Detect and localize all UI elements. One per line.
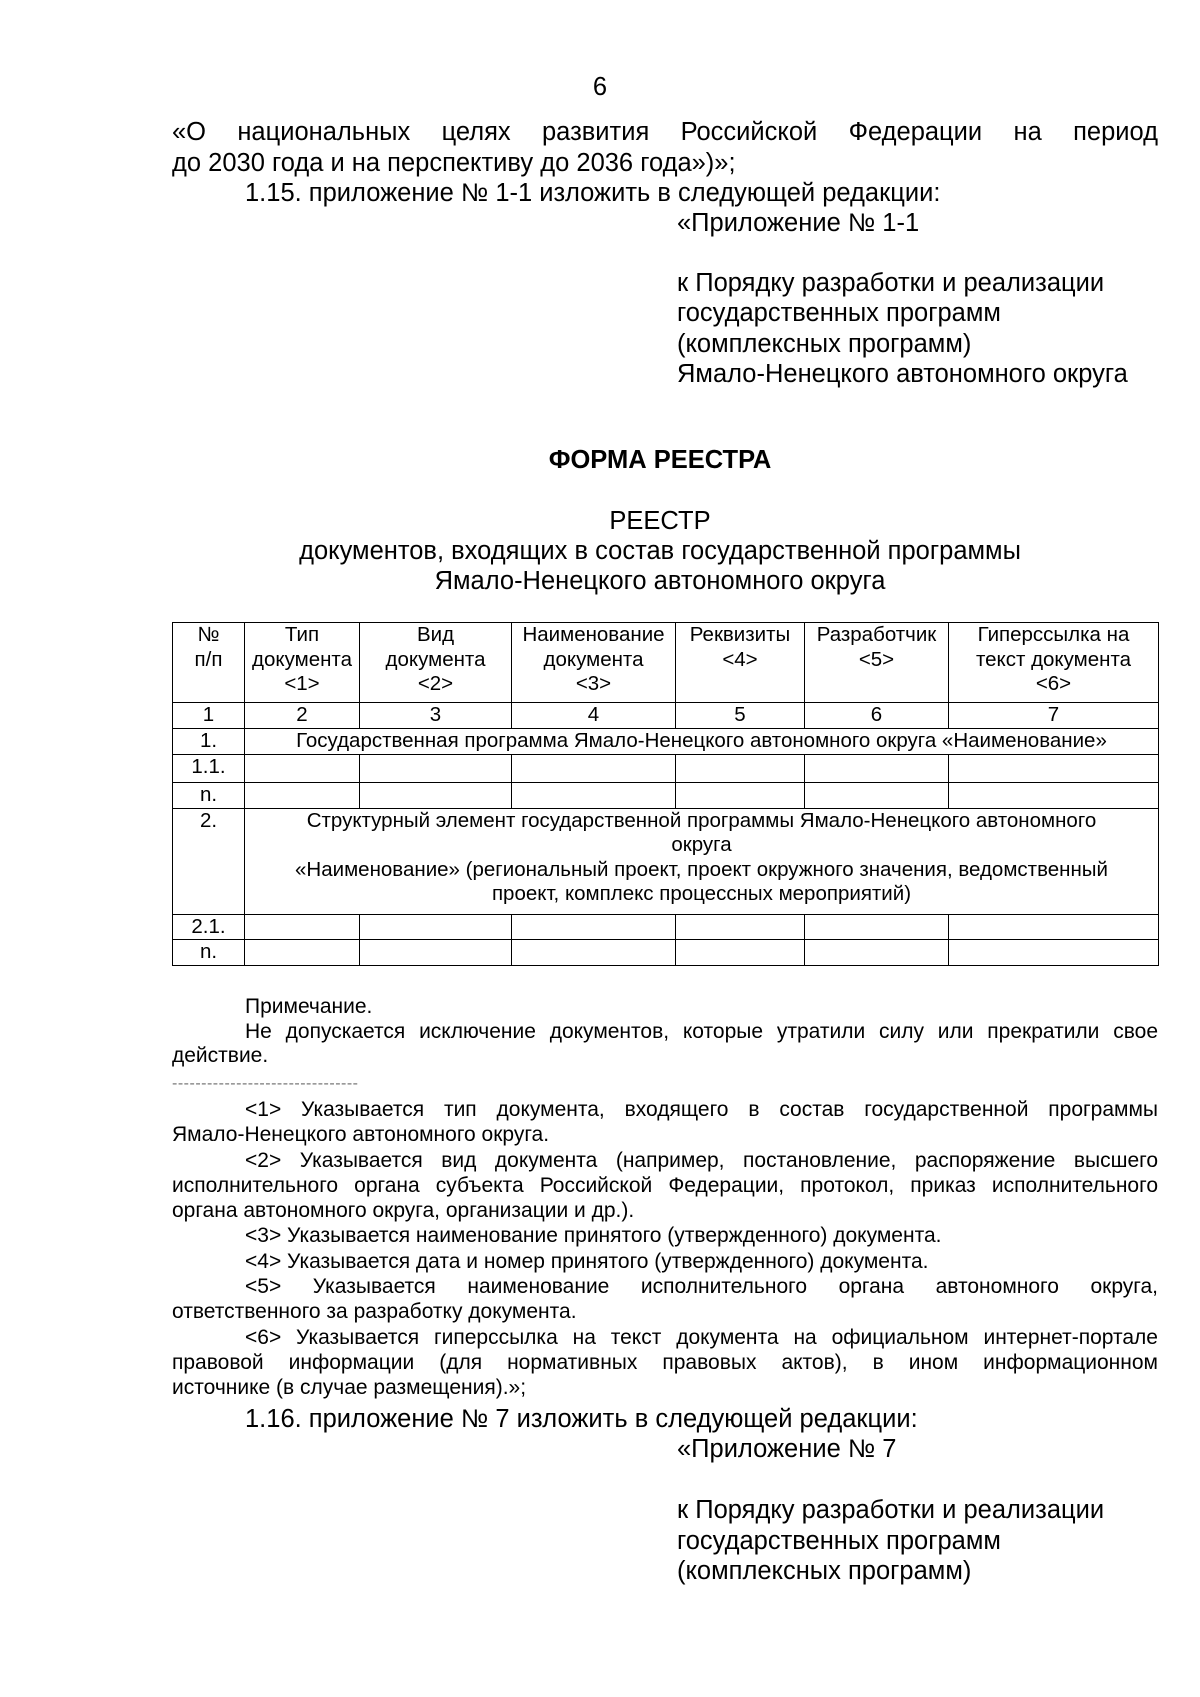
footnote-2: <2> Указывается вид документа (например, постановление, распоряжение высшего — [245, 1148, 1158, 1172]
page-number: 6 — [592, 73, 608, 101]
subtitle-line: к Порядку разработки и реализации — [677, 1496, 1105, 1524]
header-cell: Наименование документа <3> — [512, 623, 676, 703]
note-label: Примечание. — [245, 995, 373, 1018]
table-cell — [949, 914, 1159, 940]
appendix-1-1-subtitle — [677, 268, 1128, 389]
table-cell — [805, 754, 949, 782]
table-cell — [360, 940, 512, 966]
footnote-5: <5> Указывается наименование исполнительного органа автономного округа, — [245, 1275, 1158, 1299]
intro-paragraph — [172, 117, 1158, 209]
table-cell — [949, 754, 1159, 782]
intro-line: до 2030 года и на перспективу до 2036 года»)»; — [172, 148, 736, 177]
table-cell — [805, 940, 949, 966]
footnote-6-cont: источнике (в случае размещения).»; — [172, 1376, 527, 1400]
item-1-16: 1.16. приложение № 7 изложить в следующей редакции: — [245, 1405, 918, 1433]
table-cell — [245, 914, 360, 940]
registry-title: РЕЕСТР — [609, 507, 711, 535]
table-row — [173, 782, 1159, 808]
column-number: 5 — [676, 703, 805, 729]
subtitle-line: к Порядку разработки и реализации — [677, 269, 1105, 297]
footnotes — [172, 1097, 1158, 1401]
footnote-3: <3> Указывается наименование принятого (утвержденного) документа. — [245, 1224, 942, 1248]
form-title: ФОРМА РЕЕСТРА — [548, 446, 772, 474]
appendix-7-title: «Приложение № 7 — [677, 1435, 897, 1463]
section-title: Структурный элемент государственной программы Ямало-Ненецкого автономного округа «Наименование» (региональный проект, проект окружного значения, ведомственный проект, комплекс процессных мероприятий) — [245, 808, 1159, 914]
table-cell — [512, 940, 676, 966]
row-number: 2. — [173, 808, 245, 914]
subtitle-line: (комплексных программ) — [677, 1557, 972, 1585]
table-cell — [245, 754, 360, 782]
footnote-2-cont: органа автономного округа, организации и др.). — [172, 1199, 635, 1223]
header-cell: № п/п — [173, 623, 245, 703]
table-cell — [676, 940, 805, 966]
footnote-6-cont: правовой информации (для нормативных правовых актов), в ином информационном — [172, 1350, 1158, 1374]
table-cell — [512, 914, 676, 940]
table-cell — [512, 754, 676, 782]
footnote-separator: -------------------------------- — [172, 1075, 359, 1092]
table-cell — [512, 782, 676, 808]
table-cell — [805, 914, 949, 940]
footnote-1: <1> Указывается тип документа, входящего в состав государственной программы — [245, 1098, 1158, 1121]
section-title: Государственная программа Ямало-Ненецкого автономного округа «Наименование» — [245, 728, 1159, 754]
header-cell: Разработчик <5> — [805, 623, 949, 703]
note-line: Не допускается исключение документов, которые утратили силу или прекратили свое — [245, 1019, 1158, 1043]
table-row — [173, 940, 1159, 966]
column-number: 3 — [360, 703, 512, 729]
intro-line: «О национальных целях развития Российской Федерации на период — [172, 118, 1158, 146]
footnote-2-cont: исполнительного органа субъекта Российской Федерации, протокол, приказ исполнительного — [172, 1173, 1158, 1197]
table-cell — [360, 754, 512, 782]
row-number: 1.1. — [173, 754, 245, 782]
row-number: n. — [173, 940, 245, 966]
footnote-4: <4> Указывается дата и номер принятого (утвержденного) документа. — [245, 1249, 929, 1273]
registry-subtitle-line: Ямало-Ненецкого автономного округа — [434, 567, 886, 595]
table-cell — [360, 914, 512, 940]
table-cell — [245, 940, 360, 966]
table-cell — [676, 754, 805, 782]
appendix-1-1-title: «Приложение № 1-1 — [677, 209, 920, 237]
table-cell — [949, 782, 1159, 808]
table-cell — [676, 782, 805, 808]
registry-subtitle-line: документов, входящих в состав государственной программы — [299, 537, 1021, 565]
header-cell: Тип документа <1> — [245, 623, 360, 703]
subtitle-line: государственных программ — [677, 299, 1001, 328]
section-row — [173, 728, 1159, 754]
row-number: 2.1. — [173, 914, 245, 940]
table-cell — [360, 782, 512, 808]
table-cell — [805, 782, 949, 808]
table-row — [173, 754, 1159, 782]
note-line: действие. — [172, 1044, 269, 1067]
table-cell — [676, 914, 805, 940]
subtitle-line: государственных программ — [677, 1526, 1001, 1555]
column-number: 4 — [512, 703, 676, 729]
table-row — [173, 914, 1159, 940]
column-number-row — [173, 703, 1159, 729]
footnote-1-cont: Ямало-Ненецкого автономного округа. — [172, 1123, 550, 1147]
header-cell: Вид документа <2> — [360, 623, 512, 703]
column-number: 7 — [949, 703, 1159, 729]
registry-table — [172, 622, 1159, 966]
row-number: 1. — [173, 728, 245, 754]
footnote-6: <6> Указывается гиперссылка на текст документа на официальном интернет-портале — [245, 1325, 1158, 1349]
header-cell: Гиперссылка на текст документа <6> — [949, 623, 1159, 703]
note — [172, 995, 1158, 1069]
table-header-row — [173, 623, 1159, 703]
column-number: 1 — [173, 703, 245, 729]
item-1-15: 1.15. приложение № 1-1 изложить в следующей редакции: — [245, 179, 941, 207]
subtitle-line: (комплексных программ) — [677, 329, 972, 358]
column-number: 2 — [245, 703, 360, 729]
section-row — [173, 808, 1159, 914]
table-cell — [245, 782, 360, 808]
registry-heading — [172, 506, 1148, 596]
column-number: 6 — [805, 703, 949, 729]
table-cell — [949, 940, 1159, 966]
row-number: n. — [173, 782, 245, 808]
footnote-5-cont: ответственного за разработку документа. — [172, 1300, 577, 1324]
header-cell: Реквизиты <4> — [676, 623, 805, 703]
appendix-7-subtitle — [677, 1495, 1104, 1587]
subtitle-line: Ямало-Ненецкого автономного округа — [677, 359, 1128, 388]
